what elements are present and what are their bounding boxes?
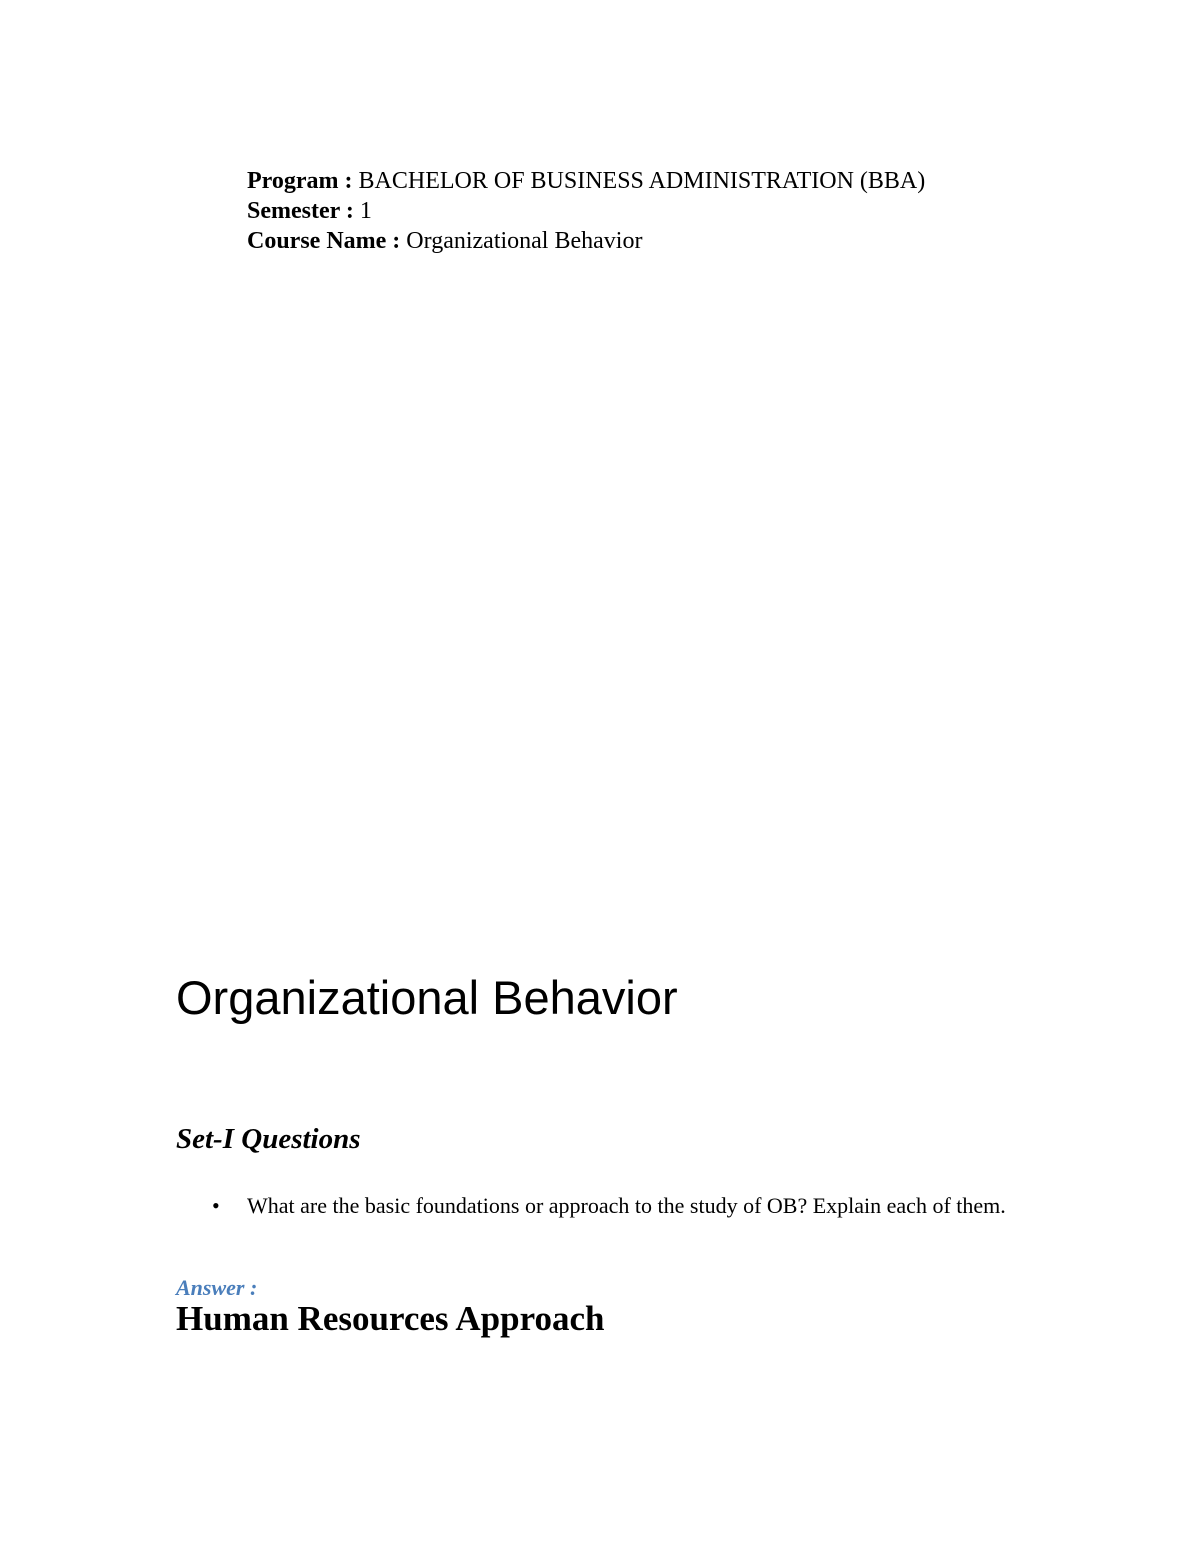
program-value: BACHELOR OF BUSINESS ADMINISTRATION (BBA): [358, 168, 926, 194]
document-metadata: [247, 166, 925, 256]
semester-label: Semester :: [247, 198, 354, 224]
question-text: What are the basic foundations or approach to the study of OB? Explain each of them.: [247, 1193, 1006, 1218]
question-list: [176, 1192, 1036, 1219]
list-item: [176, 1192, 1036, 1219]
bullet-icon: •: [212, 1193, 220, 1218]
program-row: [247, 166, 925, 196]
semester-value: 1: [359, 198, 372, 224]
course-label: Course Name :: [247, 228, 401, 254]
course-row: [247, 226, 925, 256]
course-value: Organizational Behavior: [406, 228, 643, 254]
answer-label: Answer :: [176, 1275, 258, 1300]
semester-row: [247, 196, 925, 226]
program-label: Program :: [247, 168, 353, 194]
set-heading: Set-I Questions: [176, 1123, 361, 1155]
document-title: Organizational Behavior: [176, 971, 678, 1024]
section-heading: Human Resources Approach: [176, 1299, 605, 1338]
